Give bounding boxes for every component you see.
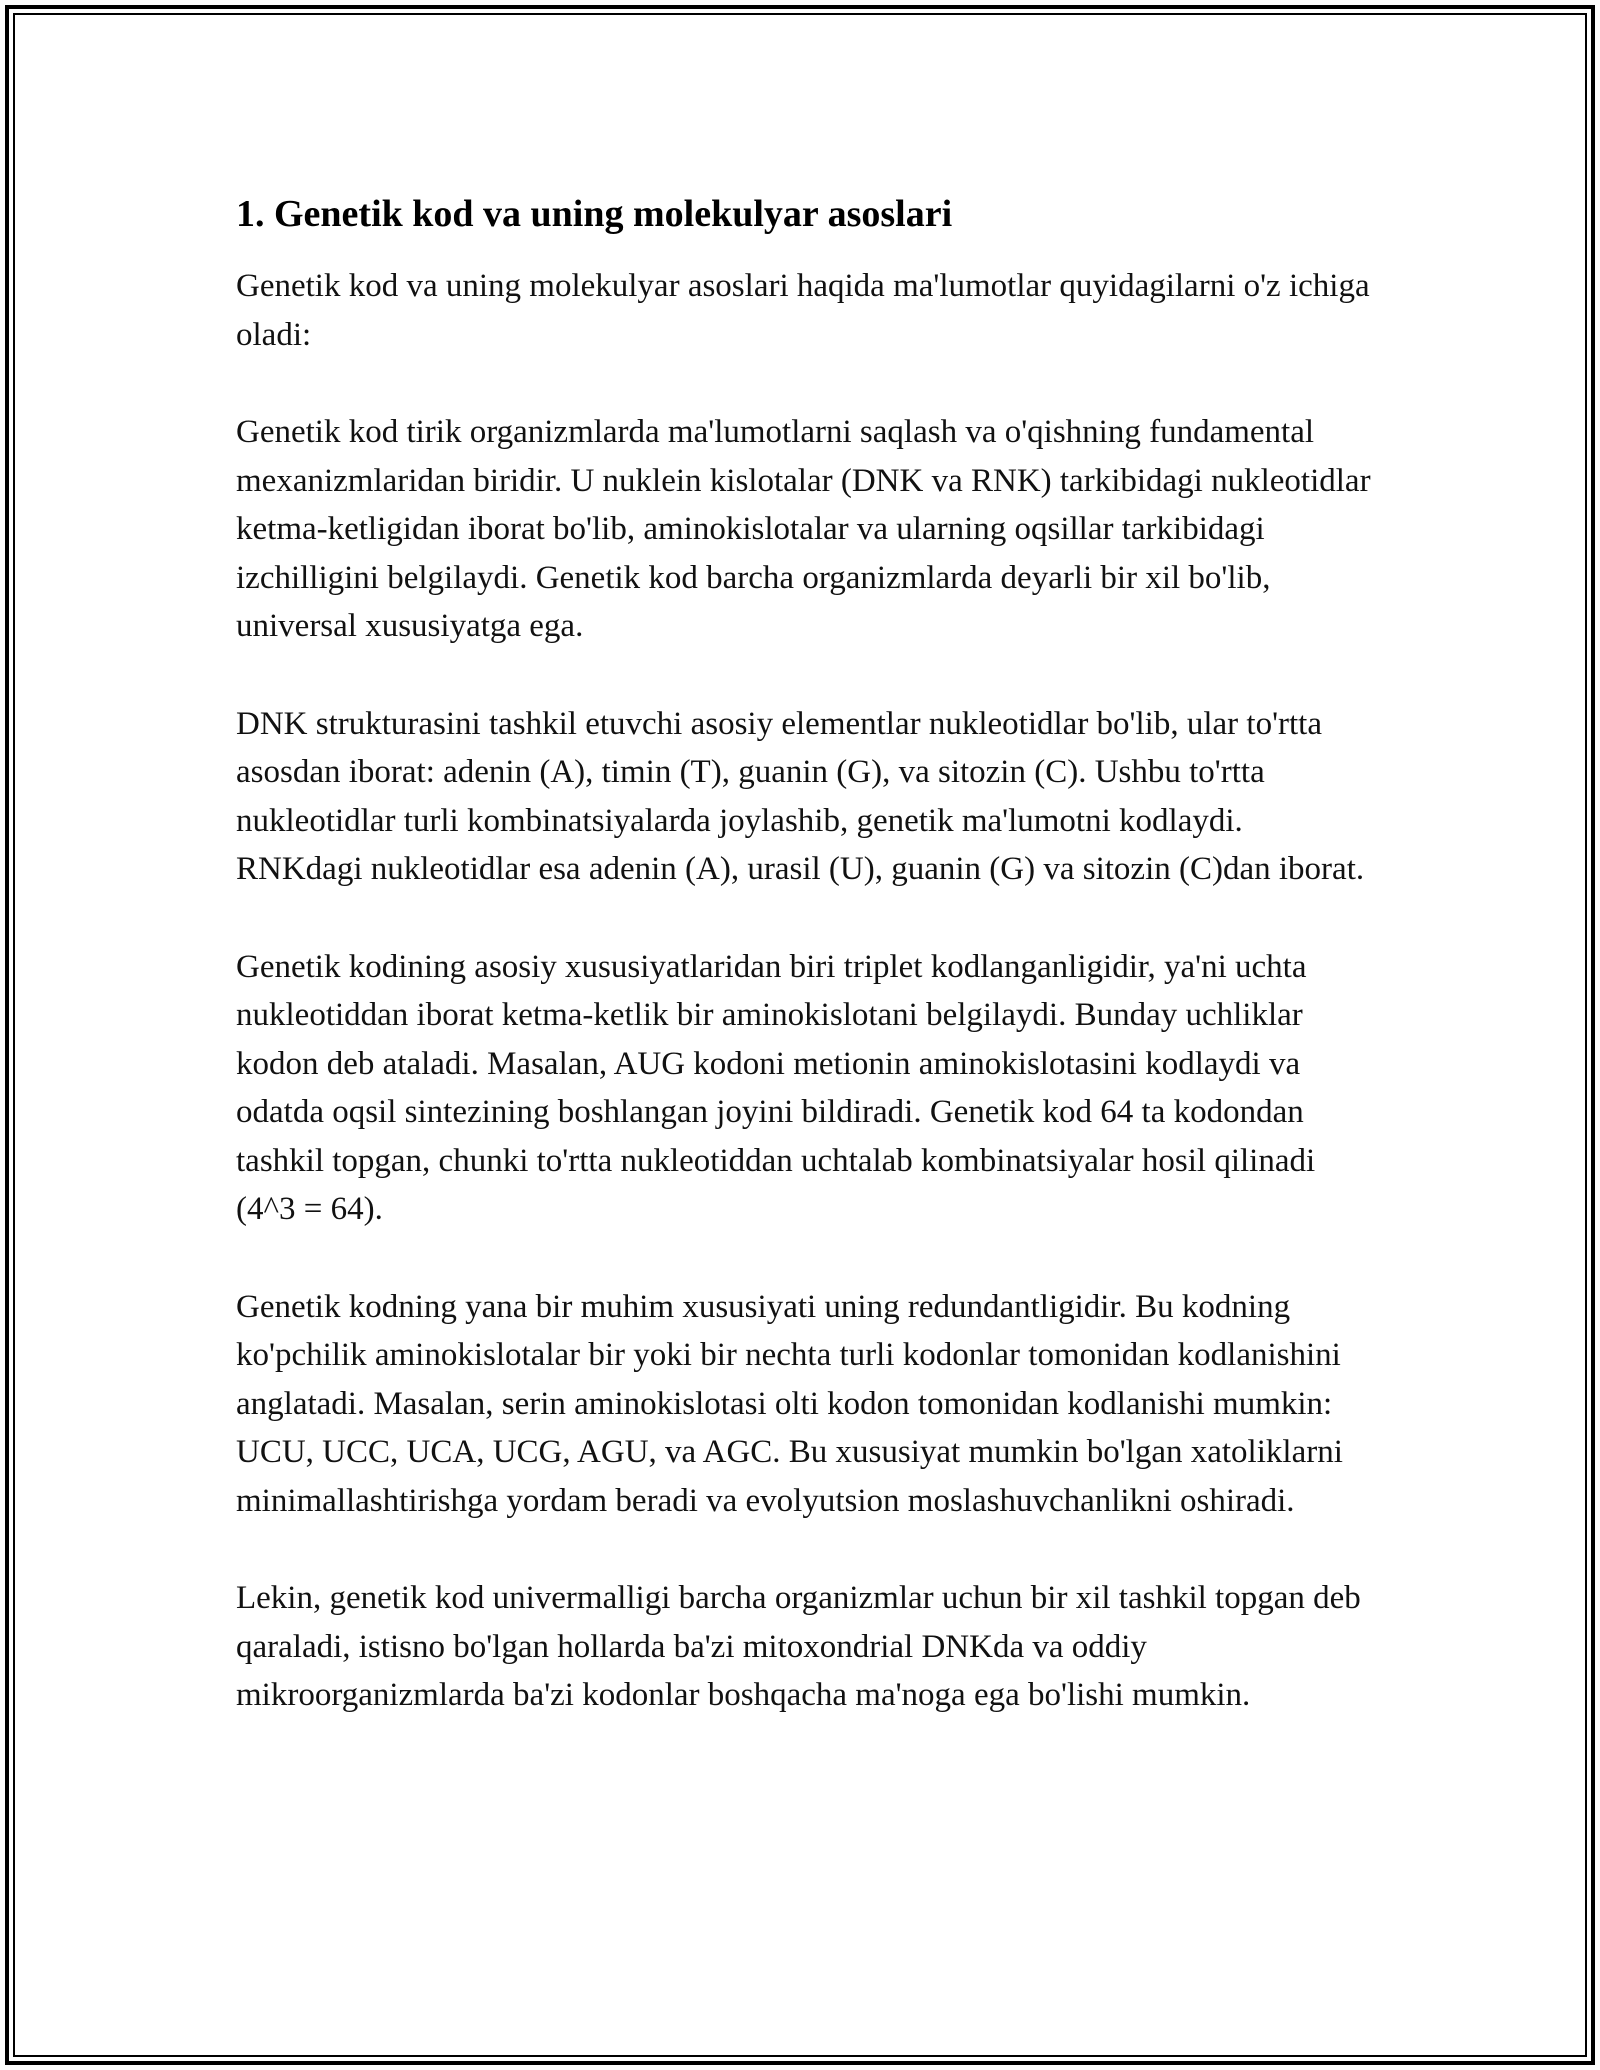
paragraph-genetic-code: Genetik kod tirik organizmlarda ma'lumotlarni saqlash va o'qishning fundamental mexanizmlaridan biridir. U nuklein kislotalar (DNK va RNK) tarkibidagi nukleotidlar ketma-ketligidan iborat bo'lib, aminokislotalar va ularning oqsillar tarkibidagi izchilligini belgilaydi. Genetik kod barcha organizmlarda deyarli bir xil bo'lib, universal xususiyatga ega. — [236, 414, 1371, 644]
paragraph-redundancy: Genetik kodning yana bir muhim xususiyati uning redundantligidir. Bu kodning ko'pchilik aminokislotalar bir yoki bir nechta turli kodonlar tomonidan kodlanishini anglatadi. Masalan, serin aminokislotasi olti kodon tomonidan kodlanishi mumkin: UCU, UCC, UCA, UCG, AGU, va AGC. Bu xususiyat mumkin bo'lgan xatoliklarni minimallashtirishga yordam beradi va evolyutsion moslashuvchanlikni oshiradi. — [236, 1288, 1343, 1519]
paragraph-triplet-code: Genetik kodining asosiy xususiyatlaridan biri triplet kodlanganligidir, ya'ni uchta nukleotiddan iborat ketma-ketlik bir aminokislotani belgilaydi. Bunday uchliklar kodon deb ataladi. Masalan, AUG kodoni metionin aminokislotasini kodlaydi va odatda oqsil sintezining boshlangan joyini bildiradi. Genetik kod 64 ta kodondan tashkil topgan, chunki to'rtta nukleotiddan uchtalab kombinatsiyalar hosil qilinadi (4^3 = 64). — [236, 948, 1316, 1227]
paragraph-intro: Genetik kod va uning molekulyar asoslari haqida ma'lumotlar quyidagilarni o'z ichiga oladi: — [236, 268, 1370, 353]
paragraph-dna-structure: DNK strukturasini tashkil etuvchi asosiy elementlar nukleotidlar bo'lib, ular to'rtta asosdan iborat: adenin (A), timin (T), guanin (G), va sitozin (C). Ushbu to'rtta nukleotidlar turli kombinatsiyalarda joylashib, genetik ma'lumotni kodlaydi. RNKdagi nukleotidlar esa adenin (A), urasil (U), guanin (G) va sitozin (C)dan iborat. — [236, 705, 1365, 887]
document-body — [236, 186, 1376, 1769]
section-heading: 1. Genetik kod va uning molekulyar asoslari — [236, 193, 953, 235]
paragraph-exceptions: Lekin, genetik kod univermalligi barcha organizmlar uchun bir xil tashkil topgan deb qaraladi, istisno bo'lgan hollarda ba'zi mitoxondrial DNKda va oddiy mikroorganizmlarda ba'zi kodonlar boshqacha ma'noga ega bo'lishi mumkin. — [236, 1580, 1361, 1713]
